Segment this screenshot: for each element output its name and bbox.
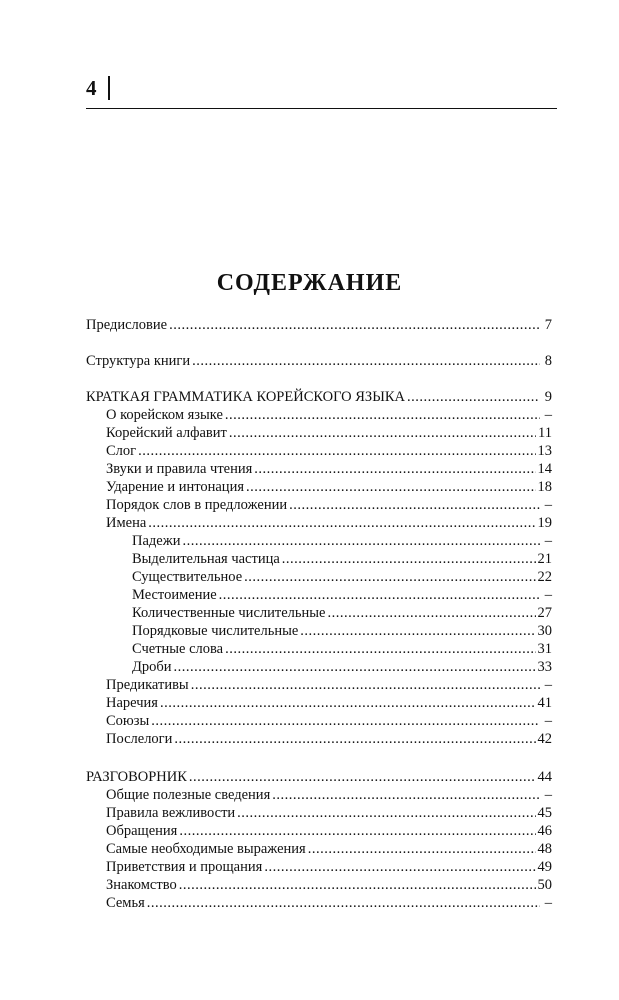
toc-entry-page: 41 (537, 695, 552, 711)
toc-entry-label: Союзы (106, 713, 150, 729)
toc-entry[interactable] (86, 622, 552, 640)
toc-entry-page: 42 (537, 731, 552, 747)
toc-entry[interactable] (86, 822, 552, 840)
toc-entry[interactable] (86, 550, 552, 568)
toc-entry-page: 18 (537, 479, 552, 495)
toc-entry-label: Имена (106, 515, 147, 531)
table-of-contents (86, 316, 552, 912)
toc-entry[interactable] (86, 640, 552, 658)
toc-entry-label: Обращения (106, 823, 178, 839)
toc-leader-dots (174, 658, 536, 676)
toc-entry[interactable] (86, 786, 552, 804)
toc-entry-page: 30 (537, 623, 552, 639)
toc-entry[interactable] (86, 442, 552, 460)
toc-entry-page: – (544, 407, 552, 423)
toc-entry-label: Общие полезные сведения (106, 787, 271, 803)
toc-entry[interactable] (86, 894, 552, 912)
toc-entry[interactable] (86, 658, 552, 676)
toc-entry-page: – (544, 497, 552, 513)
header-divider (108, 76, 110, 100)
toc-entry[interactable] (86, 876, 552, 894)
toc-entry[interactable] (86, 460, 552, 478)
toc-entry[interactable] (86, 532, 552, 550)
toc-entry-label: Приветствия и прощания (106, 859, 263, 875)
toc-entry-page: 9 (544, 389, 552, 405)
toc-section[interactable] (86, 768, 552, 786)
toc-entry-label: КРАТКАЯ ГРАММАТИКА КОРЕЙСКОГО ЯЗЫКА (86, 389, 405, 405)
toc-entry-page: 44 (537, 769, 552, 785)
toc-entry[interactable] (86, 604, 552, 622)
toc-leader-dots (174, 730, 535, 748)
toc-leader-dots (237, 804, 535, 822)
toc-entry-page: 21 (537, 551, 552, 567)
toc-entry-page: 31 (537, 641, 552, 657)
toc-leader-dots (191, 676, 540, 694)
toc-entry-label: Количественные числительные (132, 605, 326, 621)
toc-section[interactable] (86, 388, 552, 406)
toc-entry-label: Структура книги (86, 353, 191, 369)
toc-entry-page: 49 (537, 859, 552, 875)
toc-entry-label: Наречия (106, 695, 158, 711)
page-header (86, 74, 557, 109)
toc-entry-label: Существительное (132, 569, 243, 585)
toc-leader-dots (219, 586, 540, 604)
toc-entry-label: Предисловие (86, 317, 168, 333)
toc-entry-page: – (544, 677, 552, 693)
toc-leader-dots (282, 550, 536, 568)
toc-entry[interactable] (86, 352, 552, 370)
toc-entry-page: 22 (537, 569, 552, 585)
toc-entry[interactable] (86, 712, 552, 730)
toc-leader-dots (169, 316, 540, 334)
toc-entry-page: 46 (537, 823, 552, 839)
toc-entry-page: 48 (537, 841, 552, 857)
toc-entry-page: – (544, 587, 552, 603)
toc-entry-label: Послелоги (106, 731, 173, 747)
toc-entry[interactable] (86, 694, 552, 712)
toc-entry-page: 33 (537, 659, 552, 675)
toc-entry-page: 11 (538, 425, 552, 441)
toc-leader-dots (229, 424, 536, 442)
toc-entry[interactable] (86, 730, 552, 748)
toc-entry-label: Ударение и интонация (106, 479, 244, 495)
toc-entry-page: 8 (544, 353, 552, 369)
toc-leader-dots (246, 478, 536, 496)
toc-entry[interactable] (86, 858, 552, 876)
toc-entry-page: – (544, 787, 552, 803)
toc-entry-label: Самые необходимые выражения (106, 841, 306, 857)
toc-entry-label: Предикативы (106, 677, 189, 693)
toc-leader-dots (300, 622, 535, 640)
toc-leader-dots (151, 712, 540, 730)
toc-entry-label: Знакомство (106, 877, 177, 893)
toc-entry-page: – (544, 533, 552, 549)
toc-entry-label: Корейский алфавит (106, 425, 227, 441)
toc-entry[interactable] (86, 804, 552, 822)
toc-leader-dots (192, 352, 540, 370)
toc-entry-label: Дроби (132, 659, 172, 675)
toc-entry-label: Правила вежливости (106, 805, 236, 821)
toc-leader-dots (225, 640, 535, 658)
toc-leader-dots (254, 460, 535, 478)
toc-entry-page: – (544, 895, 552, 911)
toc-entry[interactable] (86, 676, 552, 694)
toc-leader-dots (148, 514, 535, 532)
toc-entry-page: 27 (537, 605, 552, 621)
toc-entry-page: 19 (537, 515, 552, 531)
toc-leader-dots (308, 840, 536, 858)
toc-leader-dots (272, 786, 540, 804)
toc-entry-page: 45 (537, 805, 552, 821)
toc-leader-dots (189, 768, 536, 786)
toc-entry[interactable] (86, 478, 552, 496)
toc-entry-page: 50 (537, 877, 552, 893)
page-title: СОДЕРЖАНИЕ (216, 270, 403, 296)
toc-entry[interactable] (86, 514, 552, 532)
toc-entry[interactable] (86, 406, 552, 424)
toc-entry-label: Порядок слов в предложении (106, 497, 288, 513)
toc-entry-label: Падежи (132, 533, 181, 549)
toc-entry-label: Выделительная частица (132, 551, 280, 567)
toc-leader-dots (225, 406, 540, 424)
toc-leader-dots (138, 442, 535, 460)
toc-leader-dots (244, 568, 535, 586)
page-number: 4 (86, 76, 97, 100)
toc-entry[interactable] (86, 496, 552, 514)
toc-leader-dots (289, 496, 540, 514)
toc-leader-dots (160, 694, 536, 712)
toc-entry-page: 7 (544, 317, 552, 333)
toc-entry[interactable] (86, 424, 552, 442)
toc-entry-label: Семья (106, 895, 145, 911)
toc-entry-label: О корейском языке (106, 407, 223, 423)
toc-entry-label: Слог (106, 443, 137, 459)
toc-entry-label: Счетные слова (132, 641, 224, 657)
toc-entry-label: РАЗГОВОРНИК (86, 769, 187, 785)
toc-entry[interactable] (86, 568, 552, 586)
toc-entry-page: 14 (537, 461, 552, 477)
toc-leader-dots (179, 876, 536, 894)
toc-leader-dots (179, 822, 535, 840)
toc-entry-label: Порядковые числительные (132, 623, 299, 639)
toc-entry-label: Местоимение (132, 587, 217, 603)
toc-entry[interactable] (86, 586, 552, 604)
toc-entry[interactable] (86, 316, 552, 334)
toc-leader-dots (327, 604, 535, 622)
toc-entry-page: 13 (537, 443, 552, 459)
toc-leader-dots (183, 532, 541, 550)
toc-entry-label: Звуки и правила чтения (106, 461, 253, 477)
toc-leader-dots (264, 858, 535, 876)
toc-leader-dots (407, 388, 540, 406)
toc-leader-dots (147, 894, 540, 912)
toc-entry-page: – (544, 713, 552, 729)
toc-entry[interactable] (86, 840, 552, 858)
